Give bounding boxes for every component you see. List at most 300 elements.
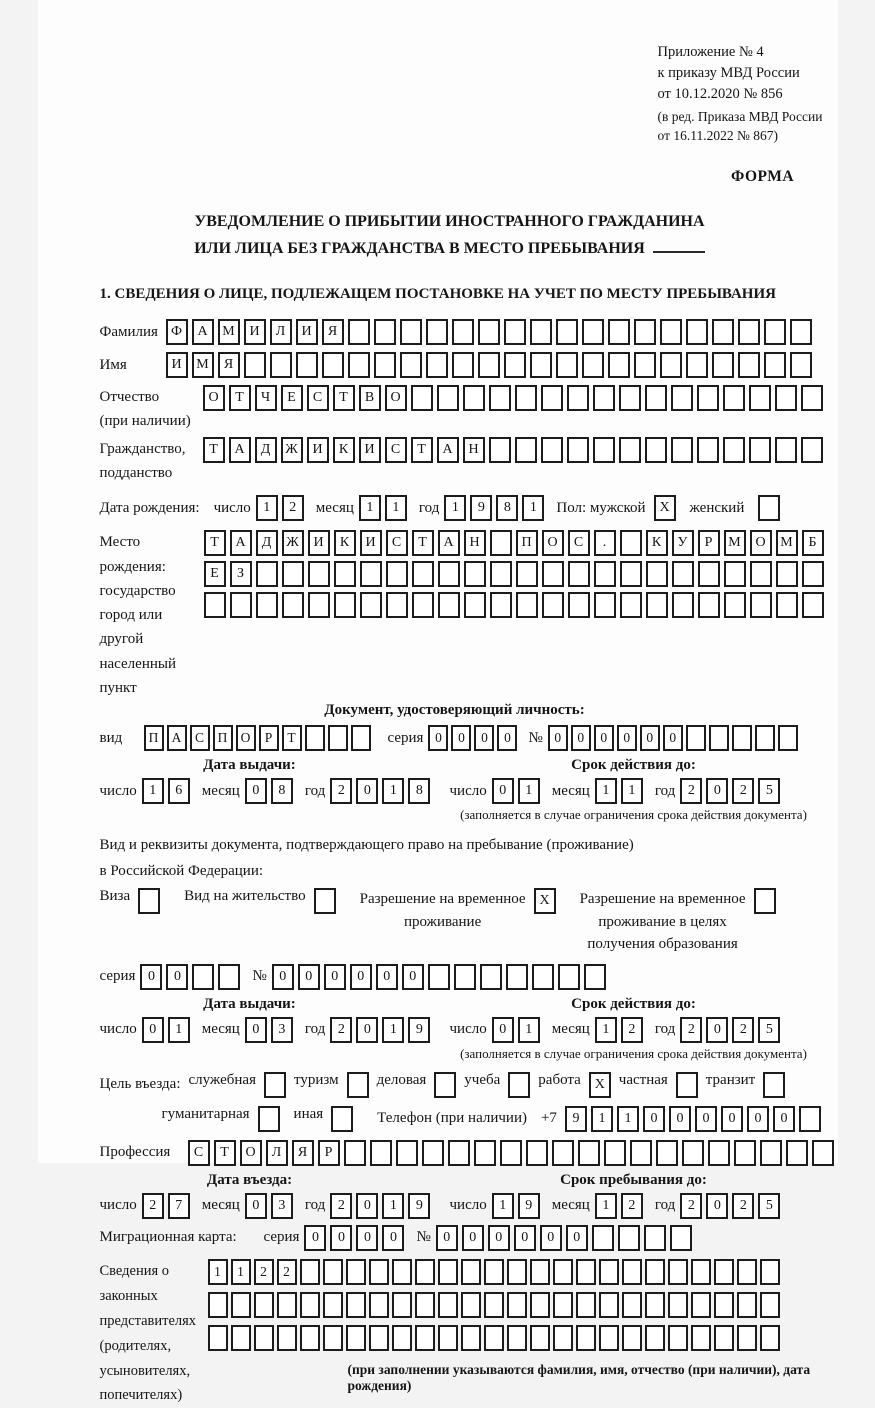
char-box[interactable]: 1 xyxy=(385,495,407,521)
char-box[interactable] xyxy=(484,1292,504,1318)
char-box[interactable] xyxy=(738,319,760,345)
char-box[interactable] xyxy=(786,1140,808,1166)
char-box[interactable] xyxy=(576,1292,596,1318)
char-box[interactable] xyxy=(802,561,824,587)
char-box[interactable] xyxy=(737,1259,757,1285)
char-box[interactable]: 0 xyxy=(402,964,424,990)
char-box[interactable] xyxy=(208,1292,228,1318)
char-box[interactable] xyxy=(412,592,434,618)
char-box[interactable] xyxy=(712,352,734,378)
char-box[interactable]: 1 xyxy=(359,495,381,521)
char-box[interactable]: 0 xyxy=(356,1225,378,1251)
char-box[interactable] xyxy=(750,561,772,587)
char-box[interactable] xyxy=(300,1259,320,1285)
char-box[interactable]: С xyxy=(190,725,210,751)
char-box[interactable] xyxy=(461,1325,481,1351)
checkbox-visa[interactable] xyxy=(138,888,160,914)
char-box[interactable] xyxy=(328,725,348,751)
char-box[interactable] xyxy=(567,385,589,411)
char-box[interactable]: Ч xyxy=(255,385,277,411)
char-box[interactable] xyxy=(682,1140,704,1166)
char-box[interactable]: В xyxy=(359,385,381,411)
char-box[interactable]: Т xyxy=(214,1140,236,1166)
char-box[interactable] xyxy=(593,385,615,411)
char-box[interactable] xyxy=(755,725,775,751)
char-box[interactable]: Е xyxy=(281,385,303,411)
char-box[interactable] xyxy=(504,319,526,345)
char-box[interactable] xyxy=(323,1292,343,1318)
char-box[interactable] xyxy=(644,1225,666,1251)
char-box[interactable]: А xyxy=(229,437,251,463)
char-box[interactable] xyxy=(760,1140,782,1166)
char-box[interactable]: 0 xyxy=(462,1225,484,1251)
char-box[interactable] xyxy=(698,592,720,618)
char-box[interactable] xyxy=(714,1259,734,1285)
char-box[interactable]: Н xyxy=(464,530,486,556)
char-box[interactable] xyxy=(660,352,682,378)
char-box[interactable]: 1 xyxy=(518,778,540,804)
char-box[interactable]: П xyxy=(144,725,164,751)
char-box[interactable] xyxy=(553,1292,573,1318)
char-box[interactable]: 1 xyxy=(256,495,278,521)
char-box[interactable] xyxy=(305,725,325,751)
char-box[interactable]: 0 xyxy=(514,1225,536,1251)
char-box[interactable]: 0 xyxy=(706,1017,728,1043)
char-box[interactable]: И xyxy=(296,319,318,345)
char-box[interactable] xyxy=(723,437,745,463)
char-box[interactable] xyxy=(296,352,318,378)
char-box[interactable]: 0 xyxy=(428,725,448,751)
char-box[interactable]: Р xyxy=(698,530,720,556)
char-box[interactable]: О xyxy=(240,1140,262,1166)
char-box[interactable] xyxy=(584,964,606,990)
char-box[interactable]: 5 xyxy=(758,1193,780,1219)
char-box[interactable] xyxy=(348,319,370,345)
checkbox-temp-residence[interactable]: X xyxy=(534,888,556,914)
checkbox-business[interactable] xyxy=(434,1072,456,1098)
char-box[interactable] xyxy=(428,964,450,990)
char-box[interactable] xyxy=(691,1259,711,1285)
char-box[interactable] xyxy=(670,1225,692,1251)
char-box[interactable] xyxy=(516,561,538,587)
char-box[interactable] xyxy=(392,1325,412,1351)
char-box[interactable] xyxy=(300,1325,320,1351)
checkbox-transit[interactable] xyxy=(763,1072,785,1098)
char-box[interactable] xyxy=(750,592,772,618)
char-box[interactable]: П xyxy=(213,725,233,751)
char-box[interactable]: Д xyxy=(255,437,277,463)
char-box[interactable] xyxy=(532,964,554,990)
char-box[interactable]: И xyxy=(360,530,382,556)
char-box[interactable]: 0 xyxy=(594,725,614,751)
char-box[interactable]: Т xyxy=(229,385,251,411)
char-box[interactable] xyxy=(645,1292,665,1318)
char-box[interactable]: 1 xyxy=(492,1193,514,1219)
char-box[interactable]: 0 xyxy=(140,964,162,990)
char-box[interactable] xyxy=(645,1325,665,1351)
char-box[interactable]: 0 xyxy=(540,1225,562,1251)
char-box[interactable]: 0 xyxy=(382,1225,404,1251)
char-box[interactable] xyxy=(723,385,745,411)
char-box[interactable]: 0 xyxy=(492,1017,514,1043)
char-box[interactable] xyxy=(218,964,240,990)
char-box[interactable] xyxy=(344,1140,366,1166)
char-box[interactable] xyxy=(660,319,682,345)
char-box[interactable]: 0 xyxy=(245,1017,267,1043)
char-box[interactable] xyxy=(282,592,304,618)
char-box[interactable] xyxy=(714,1292,734,1318)
char-box[interactable] xyxy=(530,352,552,378)
char-box[interactable] xyxy=(490,592,512,618)
char-box[interactable]: Т xyxy=(333,385,355,411)
char-box[interactable]: Т xyxy=(411,437,433,463)
char-box[interactable] xyxy=(231,1292,251,1318)
char-box[interactable] xyxy=(392,1292,412,1318)
char-box[interactable]: Р xyxy=(259,725,279,751)
char-box[interactable] xyxy=(230,592,252,618)
char-box[interactable] xyxy=(799,1106,821,1132)
char-box[interactable] xyxy=(671,437,693,463)
char-box[interactable] xyxy=(396,1140,418,1166)
char-box[interactable]: Р xyxy=(318,1140,340,1166)
char-box[interactable] xyxy=(244,352,266,378)
char-box[interactable]: И xyxy=(166,352,188,378)
checkbox-temp-residence-edu[interactable] xyxy=(754,888,776,914)
checkbox-work[interactable]: X xyxy=(589,1072,611,1098)
char-box[interactable] xyxy=(452,352,474,378)
char-box[interactable]: 9 xyxy=(408,1017,430,1043)
char-box[interactable]: 2 xyxy=(330,778,352,804)
char-box[interactable]: 0 xyxy=(773,1106,795,1132)
char-box[interactable] xyxy=(608,319,630,345)
char-box[interactable]: П xyxy=(516,530,538,556)
char-box[interactable]: 0 xyxy=(376,964,398,990)
char-box[interactable]: 2 xyxy=(282,495,304,521)
char-box[interactable]: 0 xyxy=(640,725,660,751)
char-box[interactable] xyxy=(568,561,590,587)
char-box[interactable] xyxy=(507,1292,527,1318)
char-box[interactable]: 3 xyxy=(271,1193,293,1219)
char-box[interactable] xyxy=(323,1325,343,1351)
char-box[interactable]: М xyxy=(776,530,798,556)
char-box[interactable]: 0 xyxy=(330,1225,352,1251)
char-box[interactable] xyxy=(686,352,708,378)
char-box[interactable]: 9 xyxy=(408,1193,430,1219)
char-box[interactable] xyxy=(749,437,771,463)
checkbox-official[interactable] xyxy=(264,1072,286,1098)
char-box[interactable] xyxy=(461,1292,481,1318)
char-box[interactable] xyxy=(256,592,278,618)
char-box[interactable]: 1 xyxy=(617,1106,639,1132)
char-box[interactable] xyxy=(668,1325,688,1351)
char-box[interactable] xyxy=(254,1325,274,1351)
char-box[interactable]: 2 xyxy=(732,1017,754,1043)
char-box[interactable] xyxy=(708,1140,730,1166)
char-box[interactable] xyxy=(374,352,396,378)
char-box[interactable]: Ж xyxy=(282,530,304,556)
char-box[interactable]: О xyxy=(385,385,407,411)
char-box[interactable] xyxy=(204,592,226,618)
char-box[interactable] xyxy=(668,1259,688,1285)
char-box[interactable] xyxy=(672,561,694,587)
char-box[interactable] xyxy=(530,1292,550,1318)
char-box[interactable]: 0 xyxy=(617,725,637,751)
char-box[interactable]: Т xyxy=(204,530,226,556)
char-box[interactable] xyxy=(480,964,502,990)
char-box[interactable] xyxy=(426,352,448,378)
char-box[interactable]: 1 xyxy=(595,778,617,804)
char-box[interactable] xyxy=(582,352,604,378)
char-box[interactable] xyxy=(578,1140,600,1166)
char-box[interactable]: 0 xyxy=(663,725,683,751)
char-box[interactable] xyxy=(464,561,486,587)
char-box[interactable] xyxy=(308,561,330,587)
char-box[interactable] xyxy=(308,592,330,618)
char-box[interactable]: 2 xyxy=(330,1017,352,1043)
char-box[interactable] xyxy=(454,964,476,990)
char-box[interactable] xyxy=(760,1259,780,1285)
char-box[interactable] xyxy=(541,437,563,463)
char-box[interactable] xyxy=(737,1292,757,1318)
char-box[interactable] xyxy=(386,592,408,618)
char-box[interactable] xyxy=(604,1140,626,1166)
char-box[interactable] xyxy=(620,592,642,618)
char-box[interactable]: 0 xyxy=(492,778,514,804)
char-box[interactable]: А xyxy=(192,319,214,345)
char-box[interactable]: С xyxy=(386,530,408,556)
char-box[interactable] xyxy=(646,561,668,587)
char-box[interactable]: О xyxy=(236,725,256,751)
char-box[interactable] xyxy=(500,1140,522,1166)
char-box[interactable]: О xyxy=(542,530,564,556)
char-box[interactable] xyxy=(438,1292,458,1318)
char-box[interactable]: 5 xyxy=(758,778,780,804)
char-box[interactable] xyxy=(490,530,512,556)
char-box[interactable] xyxy=(691,1325,711,1351)
checkbox-private[interactable] xyxy=(676,1072,698,1098)
char-box[interactable] xyxy=(334,592,356,618)
char-box[interactable] xyxy=(709,725,729,751)
char-box[interactable] xyxy=(348,352,370,378)
char-box[interactable] xyxy=(724,592,746,618)
char-box[interactable] xyxy=(360,561,382,587)
char-box[interactable] xyxy=(732,725,752,751)
char-box[interactable] xyxy=(553,1259,573,1285)
char-box[interactable] xyxy=(254,1292,274,1318)
char-box[interactable] xyxy=(464,592,486,618)
char-box[interactable] xyxy=(415,1259,435,1285)
char-box[interactable]: 7 xyxy=(168,1193,190,1219)
char-box[interactable] xyxy=(323,1259,343,1285)
char-box[interactable]: А xyxy=(167,725,187,751)
char-box[interactable] xyxy=(556,352,578,378)
char-box[interactable] xyxy=(542,561,564,587)
char-box[interactable] xyxy=(370,1140,392,1166)
char-box[interactable] xyxy=(478,319,500,345)
char-box[interactable]: 1 xyxy=(621,778,643,804)
char-box[interactable]: А xyxy=(438,530,460,556)
char-box[interactable]: 1 xyxy=(142,778,164,804)
char-box[interactable]: 0 xyxy=(474,725,494,751)
char-box[interactable] xyxy=(530,319,552,345)
char-box[interactable] xyxy=(645,437,667,463)
char-box[interactable] xyxy=(776,592,798,618)
char-box[interactable] xyxy=(619,385,641,411)
char-box[interactable] xyxy=(369,1292,389,1318)
char-box[interactable] xyxy=(593,437,615,463)
char-box[interactable]: Б xyxy=(802,530,824,556)
char-box[interactable]: Н xyxy=(463,437,485,463)
char-box[interactable] xyxy=(714,1325,734,1351)
char-box[interactable] xyxy=(630,1140,652,1166)
char-box[interactable] xyxy=(582,319,604,345)
char-box[interactable] xyxy=(764,352,786,378)
char-box[interactable]: 0 xyxy=(436,1225,458,1251)
char-box[interactable]: 0 xyxy=(747,1106,769,1132)
char-box[interactable] xyxy=(412,561,434,587)
char-box[interactable] xyxy=(646,592,668,618)
char-box[interactable] xyxy=(697,385,719,411)
char-box[interactable] xyxy=(400,319,422,345)
char-box[interactable]: 1 xyxy=(382,1193,404,1219)
char-box[interactable] xyxy=(712,319,734,345)
char-box[interactable]: 2 xyxy=(277,1259,297,1285)
char-box[interactable] xyxy=(351,725,371,751)
char-box[interactable]: А xyxy=(230,530,252,556)
char-box[interactable] xyxy=(608,352,630,378)
char-box[interactable]: М xyxy=(192,352,214,378)
char-box[interactable] xyxy=(556,319,578,345)
char-box[interactable] xyxy=(422,1140,444,1166)
char-box[interactable]: 2 xyxy=(680,1193,702,1219)
char-box[interactable] xyxy=(599,1325,619,1351)
char-box[interactable]: Е xyxy=(204,561,226,587)
char-box[interactable] xyxy=(645,385,667,411)
char-box[interactable]: К xyxy=(334,530,356,556)
char-box[interactable] xyxy=(515,437,537,463)
char-box[interactable]: 1 xyxy=(522,495,544,521)
char-box[interactable] xyxy=(620,561,642,587)
char-box[interactable] xyxy=(686,319,708,345)
char-box[interactable]: С xyxy=(385,437,407,463)
char-box[interactable]: Л xyxy=(266,1140,288,1166)
char-box[interactable]: 2 xyxy=(680,778,702,804)
char-box[interactable]: 0 xyxy=(571,725,591,751)
char-box[interactable]: 9 xyxy=(565,1106,587,1132)
char-box[interactable] xyxy=(490,561,512,587)
char-box[interactable]: Ж xyxy=(281,437,303,463)
char-box[interactable]: Л xyxy=(270,319,292,345)
char-box[interactable] xyxy=(322,352,344,378)
char-box[interactable]: 0 xyxy=(304,1225,326,1251)
char-box[interactable] xyxy=(749,385,771,411)
char-box[interactable] xyxy=(478,352,500,378)
char-box[interactable]: 0 xyxy=(356,778,378,804)
char-box[interactable]: 1 xyxy=(444,495,466,521)
char-box[interactable]: . xyxy=(594,530,616,556)
char-box[interactable] xyxy=(698,561,720,587)
char-box[interactable] xyxy=(484,1325,504,1351)
char-box[interactable] xyxy=(452,319,474,345)
char-box[interactable] xyxy=(671,385,693,411)
char-box[interactable]: М xyxy=(724,530,746,556)
char-box[interactable] xyxy=(516,592,538,618)
char-box[interactable]: 1 xyxy=(168,1017,190,1043)
char-box[interactable] xyxy=(734,1140,756,1166)
char-box[interactable]: 0 xyxy=(643,1106,665,1132)
char-box[interactable] xyxy=(737,1325,757,1351)
char-box[interactable]: 0 xyxy=(695,1106,717,1132)
char-box[interactable]: 0 xyxy=(669,1106,691,1132)
char-box[interactable] xyxy=(489,437,511,463)
char-box[interactable] xyxy=(530,1259,550,1285)
char-box[interactable]: 0 xyxy=(298,964,320,990)
char-box[interactable]: 0 xyxy=(488,1225,510,1251)
char-box[interactable]: Я xyxy=(292,1140,314,1166)
char-box[interactable]: Т xyxy=(203,437,225,463)
char-box[interactable]: 2 xyxy=(254,1259,274,1285)
char-box[interactable]: 8 xyxy=(496,495,518,521)
char-box[interactable]: 0 xyxy=(324,964,346,990)
char-box[interactable]: Т xyxy=(282,725,302,751)
char-box[interactable] xyxy=(346,1259,366,1285)
char-box[interactable] xyxy=(192,964,214,990)
char-box[interactable]: И xyxy=(359,437,381,463)
char-box[interactable] xyxy=(277,1325,297,1351)
char-box[interactable] xyxy=(594,592,616,618)
char-box[interactable] xyxy=(620,530,642,556)
char-box[interactable]: 0 xyxy=(142,1017,164,1043)
char-box[interactable]: 1 xyxy=(382,778,404,804)
char-box[interactable]: 5 xyxy=(758,1017,780,1043)
char-box[interactable]: Я xyxy=(322,319,344,345)
char-box[interactable] xyxy=(506,964,528,990)
char-box[interactable]: Я xyxy=(218,352,240,378)
char-box[interactable]: 0 xyxy=(356,1017,378,1043)
char-box[interactable]: 0 xyxy=(356,1193,378,1219)
char-box[interactable]: 0 xyxy=(706,778,728,804)
char-box[interactable]: 1 xyxy=(595,1017,617,1043)
char-box[interactable] xyxy=(489,385,511,411)
char-box[interactable]: 0 xyxy=(566,1225,588,1251)
char-box[interactable]: И xyxy=(308,530,330,556)
char-box[interactable] xyxy=(801,437,823,463)
char-box[interactable] xyxy=(801,385,823,411)
char-box[interactable] xyxy=(208,1325,228,1351)
char-box[interactable] xyxy=(764,319,786,345)
char-box[interactable] xyxy=(369,1325,389,1351)
checkbox-other[interactable] xyxy=(331,1106,353,1132)
char-box[interactable] xyxy=(256,561,278,587)
char-box[interactable] xyxy=(790,319,812,345)
char-box[interactable] xyxy=(775,437,797,463)
char-box[interactable] xyxy=(592,1225,614,1251)
char-box[interactable]: 1 xyxy=(208,1259,228,1285)
char-box[interactable]: 1 xyxy=(595,1193,617,1219)
char-box[interactable] xyxy=(374,319,396,345)
char-box[interactable]: 1 xyxy=(518,1017,540,1043)
char-box[interactable] xyxy=(802,592,824,618)
char-box[interactable] xyxy=(656,1140,678,1166)
char-box[interactable]: 0 xyxy=(721,1106,743,1132)
char-box[interactable] xyxy=(484,1259,504,1285)
char-box[interactable] xyxy=(760,1292,780,1318)
char-box[interactable]: 0 xyxy=(706,1193,728,1219)
char-box[interactable] xyxy=(526,1140,548,1166)
char-box[interactable]: 3 xyxy=(271,1017,293,1043)
char-box[interactable] xyxy=(515,385,537,411)
char-box[interactable] xyxy=(386,561,408,587)
